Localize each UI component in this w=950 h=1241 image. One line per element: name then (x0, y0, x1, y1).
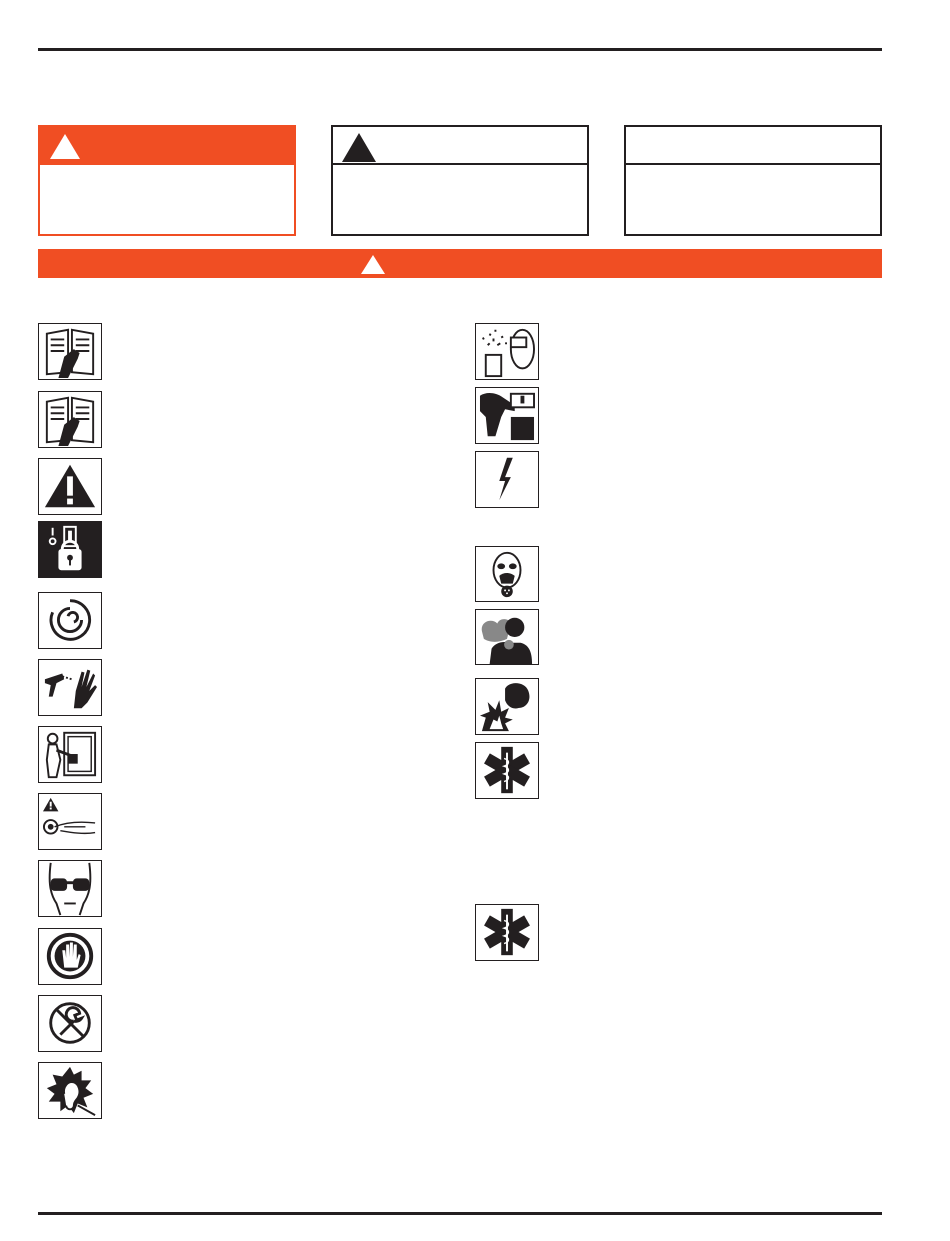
exclamation-warning-icon (38, 458, 102, 515)
splash-hazard-icon (475, 323, 539, 380)
lockout-tagout-icon (38, 521, 102, 578)
warning-triangle-icon (48, 131, 82, 161)
read-manual-icon (38, 391, 102, 448)
notice-signal-box (624, 125, 882, 236)
moving-parts-hazard-icon (38, 726, 102, 783)
caution-triangle-icon (341, 131, 377, 163)
warning-signal-box (38, 125, 296, 236)
notice-signal-header (626, 127, 880, 165)
pressure-relief-icon (38, 793, 102, 850)
medical-alert-icon (475, 904, 539, 961)
read-manual-icon (38, 323, 102, 380)
electric-shock-icon (475, 451, 539, 508)
caution-signal-box (331, 125, 589, 236)
medical-alert-icon (475, 742, 539, 799)
rotating-parts-icon (38, 592, 102, 649)
no-modification-icon (38, 995, 102, 1052)
top-rule (38, 48, 882, 51)
explosion-hazard-icon (475, 678, 539, 735)
warning-triangle-icon (360, 254, 386, 275)
warning-signal-header (40, 127, 294, 165)
pinch-point-icon (475, 387, 539, 444)
hearing-protection-icon (38, 1062, 102, 1119)
stop-hand-icon (38, 928, 102, 985)
caution-signal-header (333, 127, 587, 165)
injection-hazard-icon (38, 659, 102, 716)
bottom-rule (38, 1212, 882, 1215)
respirator-icon (475, 546, 539, 602)
safety-glasses-icon (38, 860, 102, 917)
toxic-fumes-icon (475, 609, 539, 665)
warning-banner (38, 249, 882, 278)
